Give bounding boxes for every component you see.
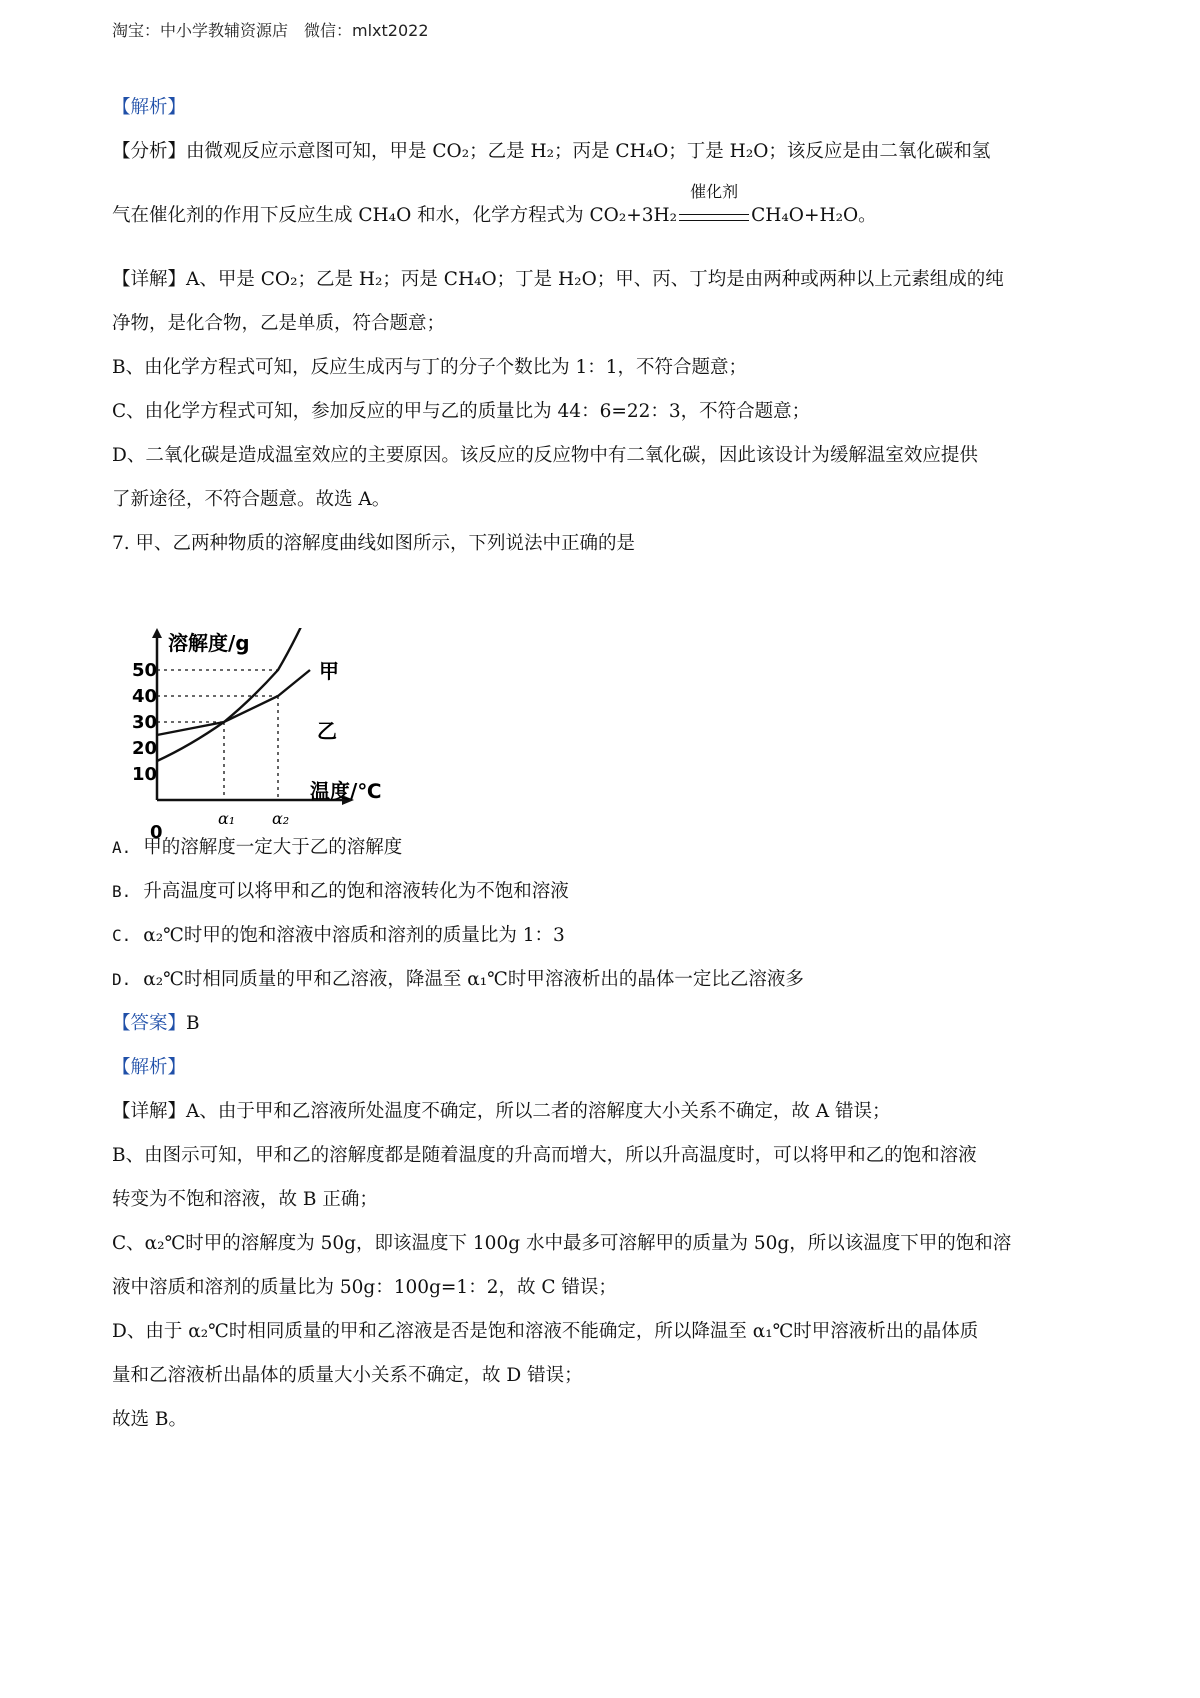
chart-ticks (132, 660, 157, 785)
fenxi-line-2-post: CH₄O+H₂O。 (751, 205, 877, 226)
option-a (112, 836, 1102, 860)
y-tick-10: 10 (132, 764, 158, 785)
option-a-text: 甲的溶解度一定大于乙的溶解度 (143, 837, 403, 858)
answer-value: B (186, 1013, 200, 1034)
analysis-tag: 【解析】 (112, 97, 187, 118)
detail2-d-line-2: 量和乙溶液析出晶体的质量大小关系不确定，故 D 错误； (112, 1365, 583, 1386)
option-a-letter: A. (112, 838, 132, 857)
detail-d-line-1: D、二氧化碳是造成温室效应的主要原因。该反应的反应物中有二氧化碳，因此该设计为缓解温室效应提供 (112, 445, 978, 466)
series-label-jia: 甲 (319, 659, 339, 683)
fenxi-line-2-pre: 气在催化剂的作用下反应生成 CH₄O 和水，化学方程式为 CO₂+3H₂ (112, 205, 678, 226)
x-tick-a2: α₂ (272, 809, 290, 828)
detail2-b-line-2: 转变为不饱和溶液，故 B 正确； (112, 1189, 378, 1210)
detail-d-line-2: 了新途径，不符合题意。故选 A。 (112, 489, 391, 510)
detail2-d-line-1: D、由于 α₂℃时相同质量的甲和乙溶液是否是饱和溶液不能确定，所以降温至 α₁℃时甲溶液析出的晶体质 (112, 1321, 979, 1342)
question-stem: 7. 甲、乙两种物质的溶解度曲线如图所示，下列说法中正确的是 (112, 533, 636, 554)
analysis-tag-2: 【解析】 (112, 1057, 187, 1078)
catalyst-label: 催化剂 (690, 182, 739, 201)
equals-sign (679, 214, 749, 221)
detail2-a: 【详解】A、由于甲和乙溶液所处温度不确定，所以二者的溶解度大小关系不确定，故 A 错误； (112, 1101, 891, 1122)
option-c-letter: C. (112, 926, 132, 945)
answer-line (112, 1012, 1102, 1036)
series-label-yi: 乙 (317, 719, 337, 743)
catalyst-arrow (677, 182, 751, 228)
option-d-letter: D. (112, 970, 132, 989)
detail-line-2: 净物，是化合物，乙是单质，符合题意； (112, 313, 446, 334)
y-tick-20: 20 (132, 738, 158, 759)
x-tick-a1: α₁ (218, 809, 236, 828)
option-c (112, 924, 1102, 948)
detail-line-1: 【详解】A、甲是 CO₂；乙是 H₂；丙是 CH₄O；丁是 H₂O；甲、丙、丁均是由两种或两种以上元素组成的纯 (112, 269, 1004, 290)
y-tick-30: 30 (132, 712, 158, 733)
fenxi-line-1: 【分析】由微观反应示意图可知，甲是 CO₂；乙是 H₂；丙是 CH₄O；丁是 H₂O；该反应是由二氧化碳和氢 (112, 141, 991, 162)
detail-c: C、由化学方程式可知，参加反应的甲与乙的质量比为 44：6=22：3，不符合题意； (112, 401, 811, 422)
series-line-yi (157, 670, 310, 735)
origin-label: 0 (150, 822, 163, 843)
y-tick-40: 40 (132, 686, 158, 707)
page-header: 淘宝：中小学教辅资源店 微信：mlxt2022 (112, 21, 429, 40)
option-d-text: α₂℃时相同质量的甲和乙溶液，降温至 α₁℃时甲溶液析出的晶体一定比乙溶液多 (143, 969, 804, 990)
option-c-text: α₂℃时甲的饱和溶液中溶质和溶剂的质量比为 1：3 (143, 925, 565, 946)
detail2-c-line-1: C、α₂℃时甲的溶解度为 50g，即该温度下 100g 水中最多可溶解甲的质量为 50g，所以该温度下甲的饱和溶 (112, 1233, 1012, 1254)
option-b (112, 880, 1102, 904)
x-axis-label: 温度/℃ (310, 779, 382, 803)
option-d (112, 968, 1102, 992)
detail-b: B、由化学方程式可知，反应生成丙与丁的分子个数比为 1：1，不符合题意； (112, 357, 748, 378)
y-axis-label: 溶解度/g (168, 631, 250, 655)
detail2-b-line-1: B、由图示可知，甲和乙的溶解度都是随着温度的升高而增大，所以升高温度时，可以将甲和乙的饱和溶液 (112, 1145, 977, 1166)
answer-tag: 【答案】 (112, 1013, 187, 1034)
detail2-c-line-2: 液中溶质和溶剂的质量比为 50g：100g=1：2，故 C 错误； (112, 1277, 617, 1298)
option-b-text: 升高温度可以将甲和乙的饱和溶液转化为不饱和溶液 (143, 881, 569, 902)
detail2-conclusion: 故选 B。 (112, 1409, 187, 1430)
y-tick-50: 50 (132, 660, 158, 681)
option-b-letter: B. (112, 882, 132, 901)
fenxi-line-2 (112, 182, 1102, 228)
